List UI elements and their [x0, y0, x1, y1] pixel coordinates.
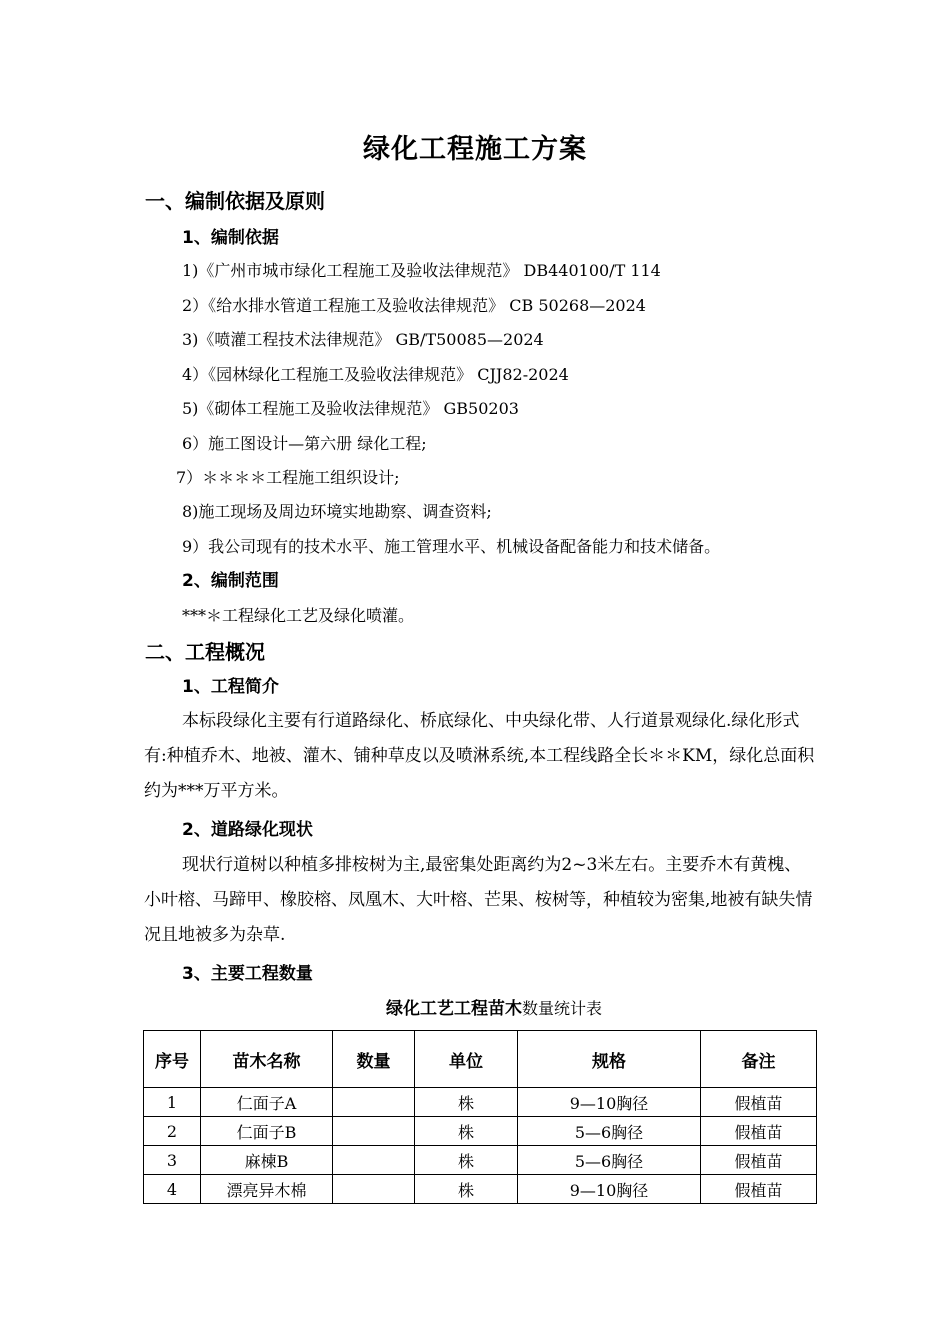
table-cell: 5—6胸径: [518, 1117, 701, 1146]
table-row: [144, 1088, 817, 1117]
basis-item: 3)《喷灌工程技术法律规范》 GB/T50085—2024: [182, 330, 544, 349]
basis-item: 7）＊＊＊＊工程施工组织设计;: [176, 468, 400, 487]
table-cell: 2: [144, 1117, 201, 1146]
basis-item: 9）我公司现有的技术水平、施工管理水平、机械设备配备能力和技术储备。: [182, 537, 721, 556]
table-cell: [333, 1146, 415, 1175]
document-title: 绿化工程施工方案: [363, 134, 587, 165]
table-cell: 假植苗: [701, 1088, 817, 1117]
section-heading-overview: 二、工程概况: [145, 640, 265, 664]
table-header-row: [144, 1031, 817, 1088]
basis-item: 2）《给水排水管道工程施工及验收法律规范》 CB 50268—2024: [182, 296, 646, 315]
basis-item: 6）施工图设计—第六册 绿化工程;: [182, 434, 427, 453]
table-row: [144, 1117, 817, 1146]
column-header: 单位: [415, 1031, 518, 1088]
basis-item: 8)施工现场及周边环境实地勘察、调查资料;: [182, 502, 492, 521]
scope-text: ***＊工程绿化工艺及绿化喷灌。: [182, 606, 415, 625]
basis-item: 1)《广州市城市绿化工程施工及验收法律规范》 DB440100/T 114: [182, 261, 661, 280]
table-cell: 9—10胸径: [518, 1175, 701, 1204]
table-row: [144, 1175, 817, 1204]
table-cell: 4: [144, 1175, 201, 1204]
section-heading-basis: 一、编制依据及原则: [145, 189, 325, 213]
basis-item: 4）《园林绿化工程施工及验收法律规范》 CJJ82-2024: [182, 365, 569, 384]
table-row: [144, 1146, 817, 1175]
table-cell: 9—10胸径: [518, 1088, 701, 1117]
table-cell: 假植苗: [701, 1117, 817, 1146]
status-paragraph: 现状行道树以种植多排桉树为主,最密集处距离约为2~3米左右。主要乔木有黄槐、小叶榕、马蹄甲、橡胶榕、凤凰木、大叶榕、芒果、桉树等，种植较为密集,地被有缺失情况且地被多为杂草.: [144, 855, 813, 945]
seedling-table: [143, 1030, 817, 1204]
column-header: 规格: [518, 1031, 701, 1088]
basis-item: 5)《砌体工程施工及验收法律规范》 GB50203: [182, 399, 519, 418]
table-caption: [0, 996, 950, 1022]
table-cell: 假植苗: [701, 1146, 817, 1175]
table-caption-bold: 绿化工艺工程苗木: [385, 999, 522, 1019]
subheading-scope: 2、编制范围: [182, 571, 279, 591]
column-header: 序号: [144, 1031, 201, 1088]
table-cell: 株: [415, 1175, 518, 1204]
column-header: 数量: [333, 1031, 415, 1088]
table-cell: 株: [415, 1146, 518, 1175]
table-cell: 仁面子A: [201, 1088, 333, 1117]
table-cell: [333, 1117, 415, 1146]
intro-paragraph: 本标段绿化主要有行道路绿化、桥底绿化、中央绿化带、人行道景观绿化.绿化形式有:种植乔木、地被、灌木、铺种草皮以及喷淋系统,本工程线路全长＊＊KM，绿化总面积约为***万平方米。: [144, 711, 815, 801]
subheading-quantities: 3、主要工程数量: [182, 964, 313, 984]
table-caption-rest: 数量统计表: [521, 999, 602, 1018]
table-cell: 株: [415, 1088, 518, 1117]
subheading-basis: 1、编制依据: [182, 228, 279, 248]
table-cell: 假植苗: [701, 1175, 817, 1204]
subheading-intro: 1、工程简介: [182, 677, 279, 697]
table-cell: 麻楝B: [201, 1146, 333, 1175]
table-cell: 3: [144, 1146, 201, 1175]
table-cell: 5—6胸径: [518, 1146, 701, 1175]
table-cell: 1: [144, 1088, 201, 1117]
table-cell: [333, 1175, 415, 1204]
table-cell: 漂亮异木棉: [201, 1175, 333, 1204]
column-header: 备注: [701, 1031, 817, 1088]
column-header: 苗木名称: [201, 1031, 333, 1088]
subheading-status: 2、道路绿化现状: [182, 820, 313, 840]
table-cell: [333, 1088, 415, 1117]
table-cell: 株: [415, 1117, 518, 1146]
table-cell: 仁面子B: [201, 1117, 333, 1146]
